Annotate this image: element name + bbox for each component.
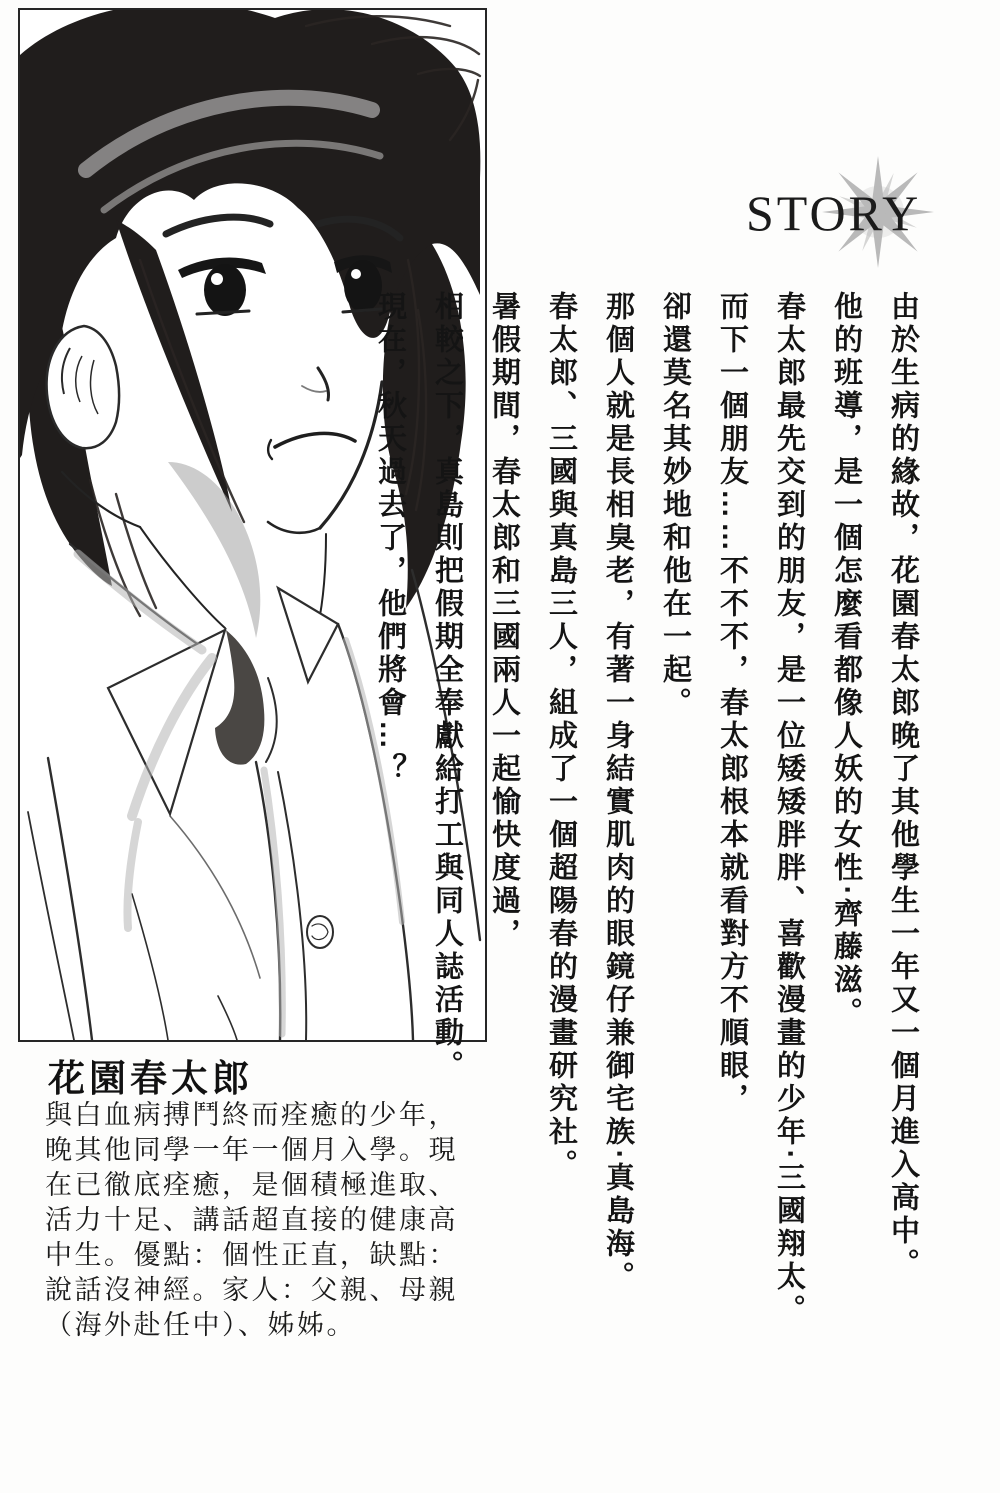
synopsis-column: 卻還莫名其妙地和他在一起。 [659, 291, 691, 720]
character-description: 與白血病搏鬥終而痊癒的少年，晚其他同學一年一個月入學。現在已徹底痊癒，是個積極進取、活力十足、講話超直接的健康高中生。優點：個性正直，缺點：說話沒神經。家人：父親、母親（海外赴任中）、姊姊。 [45, 1100, 458, 1340]
synopsis-column: 春太郎最先交到的朋友，是一位矮矮胖胖、喜歡漫畫的少年‧三國翔太。 [773, 291, 805, 1328]
ear-shape [47, 326, 119, 448]
synopsis-column: 那個人就是長相臭老，有著一身結實肌肉的眼鏡仔兼御宅族‧真島海。 [602, 291, 634, 1295]
synopsis-column: 由於生病的緣故，花園春太郎晚了其他學生一年又一個月進入高中。 [887, 291, 919, 1281]
synopsis-column: 暑假期間，春太郎和三國兩人一起愉快度過， [488, 291, 520, 951]
synopsis-column: 他的班導，是一個怎麼看都像人妖的女性‧齊藤滋。 [830, 291, 862, 1031]
synopsis-column: 而下一個朋友……不不不，春太郎根本就看對方不順眼， [716, 291, 748, 1116]
synopsis-columns [374, 291, 924, 1346]
synopsis-column: 現在，秋天過去了，他們將會…？ [374, 291, 406, 786]
synopsis-column: 春太郎、三國與真島三人，組成了一個超陽春的漫畫研究社。 [545, 291, 577, 1182]
synopsis-column: 相較之下，真島則把假期全奉獻給打工與同人誌活動。 [431, 291, 463, 1083]
character-name: 花園春太郎 [48, 1058, 253, 1099]
story-heading: STORY [746, 185, 922, 241]
portrait-frame [18, 8, 487, 1042]
portrait-illustration [20, 10, 485, 1040]
